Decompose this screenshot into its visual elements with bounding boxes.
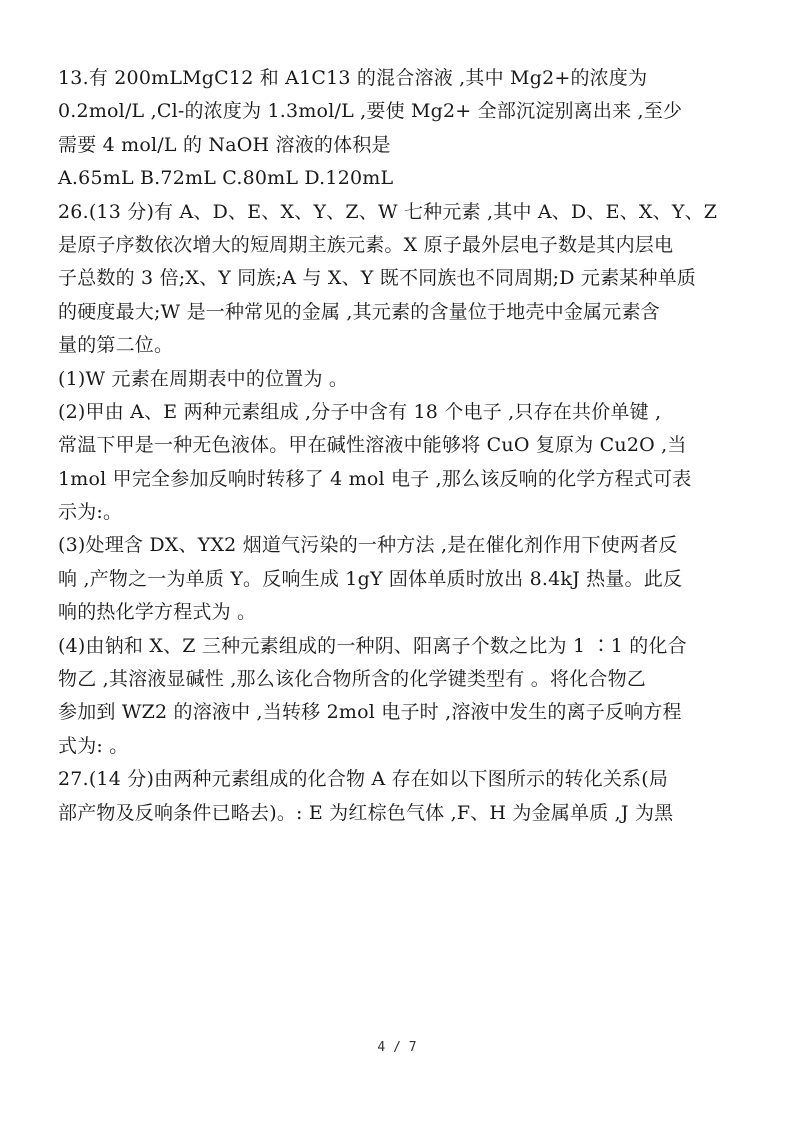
text-line: 的硬度最大;W 是一种常见的金属 ,其元素的含量位于地壳中金属元素含: [58, 300, 660, 323]
text-line: A.65mL B.72mL C.80mL D.120mL: [58, 167, 394, 190]
text-line: 13.有 200mLMgC12 和 A1C13 的混合溶液 ,其中 Mg2+的浓度为: [58, 67, 648, 89]
text-line: 响的热化学方程式为 。: [58, 601, 257, 624]
text-line: 部产物及反响条件已略去)。: E 为红棕色气体 ,F、H 为金属单质 ,J 为黑: [58, 801, 674, 824]
text-line: 需要 4 mol/L 的 NaOH 溶液的体积是: [58, 133, 391, 156]
text-line: 26.(13 分)有 A、D、E、X、Y、Z、W 七种元素 ,其中 A、D、E、X、Y、Z: [58, 200, 718, 223]
text-line: (4)由钠和 X、Z 三种元素组成的一种阴、阳离子个数之比为 1 ∶1 的化合: [58, 634, 687, 657]
document-body: [58, 62, 744, 830]
text-line: 示为:。: [58, 501, 123, 524]
text-line: 0.2mol/L ,Cl-的浓度为 1.3mol/L ,要使 Mg2+ 全部沉淀别离出来 ,至少: [58, 100, 683, 123]
text-line: 是原子序数依次增大的短周期主族元素。X 原子最外层电子数是其内层电: [58, 233, 674, 256]
text-line: 子总数的 3 倍;X、Y 同族;A 与 X、Y 既不同族也不同周期;D 元素某种单质: [58, 267, 697, 290]
text-line: (3)处理含 DX、YX2 烟道气污染的一种方法 ,是在催化剂作用下使两者反: [58, 534, 678, 557]
text-line: 参加到 WZ2 的溶液中 ,当转移 2mol 电子时 ,溶液中发生的离子反响方程: [58, 701, 682, 724]
text-line: 27.(14 分)由两种元素组成的化合物 A 存在如以下图所示的转化关系(局: [58, 768, 669, 791]
text-line: 响 ,产物之一为单质 Y。反响生成 1gY 固体单质时放出 8.4kJ 热量。此反: [58, 567, 683, 590]
text-line: 量的第二位。: [58, 334, 174, 357]
text-line: (2)甲由 A、E 两种元素组成 ,分子中含有 18 个电子 ,只存在共价单键 ,: [58, 400, 662, 423]
text-line: 物乙 ,其溶液显碱性 ,那么该化合物所含的化学键类型有 。将化合物乙: [58, 668, 646, 691]
text-line: (1)W 元素在周期表中的位置为 。: [58, 367, 349, 390]
text-line: 1mol 甲完全参加反响时转移了 4 mol 电子 ,那么该反响的化学方程式可表: [58, 467, 692, 490]
text-line: 式为: 。: [58, 734, 129, 757]
text-line: 常温下甲是一种无色液体。甲在碱性溶液中能够将 CuO 复原为 Cu2O ,当: [58, 434, 687, 457]
page-number: 4 / 7: [377, 1040, 417, 1055]
